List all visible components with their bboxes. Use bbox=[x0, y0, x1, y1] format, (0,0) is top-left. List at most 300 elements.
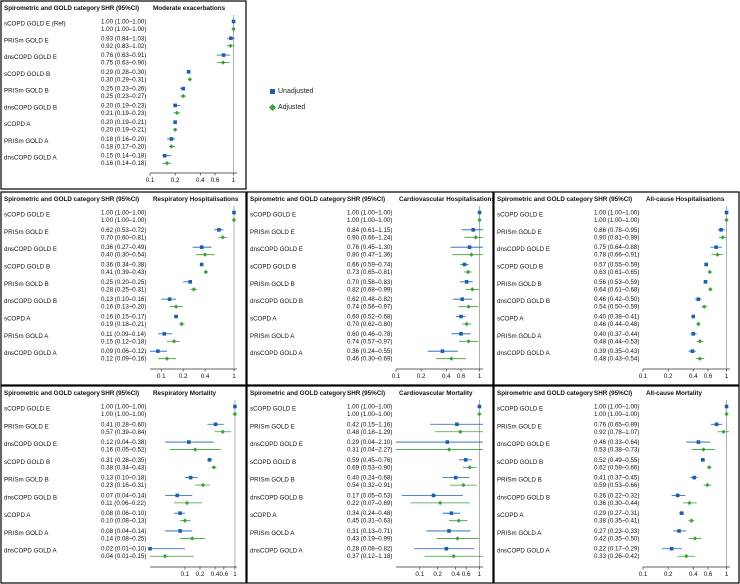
x-axis-tick-label: 0.1 bbox=[156, 373, 166, 380]
adjusted-point bbox=[461, 483, 465, 487]
row-label: dnsCOPD GOLD A bbox=[497, 350, 550, 358]
unadjusted-estimate-label: 1.00 (1.00–1.00) bbox=[347, 209, 393, 217]
x-axis-tick-label: 0.4 bbox=[200, 373, 210, 380]
row-label: dnsCOPD GOLD A bbox=[250, 547, 303, 555]
unadjusted-point bbox=[691, 349, 695, 353]
adjusted-estimate-label: 0.31 (0.04–2.27) bbox=[347, 446, 393, 454]
row-label: PRISm GOLD B bbox=[4, 87, 49, 95]
adjusted-estimate-label: 0.42 (0.35–0.50) bbox=[594, 535, 640, 543]
adjusted-point bbox=[183, 518, 187, 522]
adjusted-estimate-label: 0.11 (0.06–0.22) bbox=[101, 499, 146, 507]
x-axis-tick-label: 0.2 bbox=[663, 373, 673, 380]
unadjusted-estimate-label: 1.00 (1.00–1.00) bbox=[594, 209, 640, 217]
x-axis-tick-label: 0.1 bbox=[415, 571, 425, 578]
forest-panel-4 bbox=[494, 192, 739, 385]
adjusted-estimate-label: 0.48 (0.18–1.29) bbox=[347, 428, 393, 436]
adjusted-estimate-label: 0.22 (0.07–0.69) bbox=[347, 499, 393, 507]
x-axis-tick-label: 0.1 bbox=[638, 571, 648, 578]
column-header-category: Spirometric and GOLD category bbox=[497, 390, 593, 397]
unadjusted-point bbox=[162, 332, 166, 336]
adjusted-estimate-label: 0.63 (0.61–0.65) bbox=[594, 269, 640, 276]
forest-panel-6 bbox=[247, 386, 493, 583]
adjusted-point bbox=[689, 518, 693, 522]
row-label: PRISm GOLD A bbox=[4, 137, 49, 145]
unadjusted-point bbox=[680, 511, 684, 515]
row-label: sCOPD GOLD B bbox=[4, 70, 51, 78]
row-label: PRISm GOLD E bbox=[4, 37, 49, 45]
adjusted-point bbox=[684, 554, 688, 558]
unadjusted-point bbox=[715, 422, 719, 426]
unadjusted-estimate-label: 0.40 (0.38–0.41) bbox=[594, 313, 640, 321]
row-label: dnsCOPD GOLD E bbox=[497, 246, 550, 254]
x-axis-tick-label: 0.1 bbox=[180, 571, 190, 578]
adjusted-point bbox=[724, 218, 728, 222]
row-label: dnsCOPD GOLD B bbox=[4, 494, 57, 502]
adjusted-estimate-label: 0.41 (0.39–0.43) bbox=[101, 269, 147, 276]
unadjusted-point bbox=[692, 476, 696, 480]
adjusted-estimate-label: 0.54 (0.50–0.59) bbox=[594, 303, 640, 311]
x-axis-tick-label: 0.4 bbox=[688, 571, 698, 578]
unadjusted-point bbox=[233, 405, 237, 409]
unadjusted-point bbox=[447, 529, 451, 533]
adjusted-point bbox=[179, 322, 183, 326]
row-label: PRISm GOLD E bbox=[250, 228, 295, 236]
adjusted-point bbox=[466, 304, 470, 308]
unadjusted-estimate-label: 1.00 (1.00–1.00) bbox=[101, 18, 147, 26]
adjusted-point bbox=[212, 465, 216, 469]
adjusted-estimate-label: 0.45 (0.31–0.63) bbox=[347, 517, 393, 525]
unadjusted-estimate-label: 0.20 (0.19–0.23) bbox=[101, 102, 147, 110]
unadjusted-point bbox=[156, 349, 160, 353]
unadjusted-point bbox=[175, 494, 179, 498]
row-label: PRISm GOLD B bbox=[250, 476, 295, 484]
adjusted-estimate-label: 0.74 (0.57–0.97) bbox=[347, 338, 393, 346]
panel-title: Respiratory Hospitalisations bbox=[153, 196, 239, 203]
legend-unadjusted: Unadjusted bbox=[270, 88, 313, 95]
adjusted-estimate-label: 0.04 (0.01–0.15) bbox=[101, 553, 147, 561]
row-label: dnsCOPD GOLD E bbox=[4, 246, 57, 254]
adjusted-estimate-label: 0.20 (0.19–0.21) bbox=[101, 126, 147, 134]
adjusted-point bbox=[188, 77, 192, 81]
row-label: dnsCOPD GOLD B bbox=[497, 494, 550, 502]
forest-panel-5 bbox=[1, 386, 246, 583]
row-label: PRISm GOLD B bbox=[497, 280, 542, 288]
row-label: dnsCOPD GOLD E bbox=[497, 441, 550, 449]
row-label: sCOPD A bbox=[4, 512, 31, 520]
adjusted-point bbox=[447, 447, 451, 451]
unadjusted-estimate-label: 0.59 (0.45–0.76) bbox=[347, 456, 393, 464]
adjusted-estimate-label: 0.46 (0.30–0.69) bbox=[347, 355, 393, 363]
unadjusted-estimate-label: 0.41 (0.28–0.60) bbox=[101, 421, 147, 429]
unadjusted-point bbox=[478, 211, 482, 215]
row-label: PRISm GOLD B bbox=[4, 280, 49, 288]
adjusted-point bbox=[466, 270, 470, 274]
adjusted-estimate-label: 0.73 (0.65–0.81) bbox=[347, 269, 393, 276]
unadjusted-estimate-label: 0.76 (0.45–1.30) bbox=[347, 244, 393, 252]
adjusted-point bbox=[174, 304, 178, 308]
adjusted-point bbox=[193, 447, 197, 451]
unadjusted-estimate-label: 0.66 (0.59–0.74) bbox=[347, 261, 393, 269]
unadjusted-estimate-label: 0.46 (0.33–0.64) bbox=[594, 439, 640, 447]
unadjusted-point bbox=[704, 280, 708, 284]
panel-title: All-cause Mortality bbox=[646, 390, 702, 397]
x-axis-tick-label: 1 bbox=[233, 571, 237, 578]
adjusted-point bbox=[721, 430, 725, 434]
unadjusted-point bbox=[670, 547, 674, 551]
adjusted-point bbox=[705, 483, 709, 487]
adjusted-point bbox=[221, 60, 225, 64]
adjusted-point bbox=[190, 536, 194, 540]
unadjusted-point bbox=[148, 547, 152, 551]
unadjusted-estimate-label: 0.20 (0.19–0.21) bbox=[101, 119, 147, 127]
column-header-category: Spirometric and GOLD category bbox=[4, 5, 100, 12]
adjusted-point bbox=[693, 536, 697, 540]
adjusted-point bbox=[173, 127, 177, 131]
row-label: sCOPD A bbox=[497, 512, 524, 520]
row-label: PRISm GOLD E bbox=[4, 423, 49, 431]
unadjusted-point bbox=[214, 422, 218, 426]
adjusted-point bbox=[169, 144, 173, 148]
adjusted-point bbox=[165, 356, 169, 360]
row-label: sCOPD GOLD E (Ref) bbox=[4, 20, 66, 28]
x-axis-tick-label: 0.4 bbox=[451, 571, 460, 578]
adjusted-estimate-label: 0.12 (0.09–0.16) bbox=[101, 355, 147, 363]
adjusted-estimate-label: 0.19 (0.18–0.21) bbox=[101, 321, 147, 328]
adjusted-estimate-label: 0.90 (0.66–1.24) bbox=[347, 234, 393, 242]
adjusted-point bbox=[456, 518, 460, 522]
unadjusted-estimate-label: 1.00 (1.00–1.00) bbox=[101, 403, 147, 411]
panel-title: Cardiovascular Mortality bbox=[399, 390, 473, 397]
row-label: dnsCOPD GOLD A bbox=[4, 154, 57, 162]
unadjusted-point bbox=[187, 70, 191, 74]
row-label: PRISm GOLD A bbox=[4, 332, 49, 340]
unadjusted-estimate-label: 0.28 (0.08–0.82) bbox=[347, 545, 393, 553]
row-label: dnsCOPD GOLD A bbox=[250, 350, 303, 358]
unadjusted-point bbox=[441, 349, 445, 353]
unadjusted-point bbox=[446, 440, 450, 444]
adjusted-point bbox=[449, 356, 453, 360]
x-axis-tick-label: 0.6 bbox=[456, 373, 466, 380]
adjusted-point bbox=[201, 483, 205, 487]
row-label: sCOPD GOLD E bbox=[4, 211, 51, 219]
x-axis-tick-label: 0.2 bbox=[178, 373, 188, 380]
unadjusted-point bbox=[170, 137, 174, 141]
unadjusted-estimate-label: 0.36 (0.27–0.49) bbox=[101, 244, 147, 252]
adjusted-point bbox=[470, 287, 474, 291]
unadjusted-point bbox=[189, 476, 193, 480]
unadjusted-point bbox=[725, 405, 729, 409]
legend bbox=[270, 88, 313, 120]
row-label: PRISm GOLD A bbox=[4, 529, 49, 537]
unadjusted-estimate-label: 0.31 (0.28–0.35) bbox=[101, 456, 147, 464]
unadjusted-estimate-label: 1.00 (1.00–1.00) bbox=[101, 209, 147, 217]
adjusted-point bbox=[701, 447, 705, 451]
adjusted-estimate-label: 1.00 (1.00–1.00) bbox=[347, 411, 393, 418]
unadjusted-estimate-label: 1.00 (1.00–1.00) bbox=[347, 403, 393, 411]
unadjusted-point bbox=[725, 211, 729, 215]
adjusted-point bbox=[221, 430, 225, 434]
forest-panel-7 bbox=[494, 386, 739, 583]
adjusted-point bbox=[468, 465, 472, 469]
unadjusted-estimate-label: 0.60 (0.46–0.78) bbox=[347, 330, 393, 338]
adjusted-estimate-label: 0.46 (0.44–0.48) bbox=[594, 321, 640, 328]
unadjusted-point bbox=[697, 440, 701, 444]
x-axis-tick-label: 0.2 bbox=[433, 571, 442, 578]
row-label: sCOPD A bbox=[497, 315, 524, 323]
adjusted-estimate-label: 0.53 (0.38–0.73) bbox=[594, 446, 640, 454]
adjusted-point bbox=[708, 287, 712, 291]
unadjusted-estimate-label: 0.86 (0.78–0.95) bbox=[594, 226, 640, 234]
unadjusted-point bbox=[697, 297, 701, 301]
row-label: sCOPD A bbox=[250, 512, 277, 520]
panel-title: Moderate exacerbations bbox=[153, 5, 226, 12]
adjusted-point bbox=[715, 252, 719, 256]
unadjusted-point bbox=[168, 297, 172, 301]
unadjusted-estimate-label: 0.62 (0.48–0.82) bbox=[347, 296, 393, 304]
adjusted-estimate-label: 0.37 (0.12–1.18) bbox=[347, 553, 393, 561]
unadjusted-estimate-label: 0.29 (0.04–2.10) bbox=[347, 439, 393, 447]
column-header-category: Spirometric and GOLD category bbox=[250, 196, 346, 203]
unadjusted-point bbox=[691, 315, 695, 319]
unadjusted-point bbox=[465, 280, 469, 284]
legend-adjusted: Adjusted bbox=[270, 104, 313, 111]
column-header-estimate: SHR (95%CI) bbox=[101, 5, 140, 12]
column-header-estimate: SHR (95%CI) bbox=[347, 196, 386, 203]
unadjusted-estimate-label: 0.27 (0.23–0.33) bbox=[594, 527, 640, 535]
adjusted-estimate-label: 0.82 (0.68–0.99) bbox=[347, 286, 393, 294]
adjusted-point bbox=[464, 322, 468, 326]
row-label: sCOPD GOLD E bbox=[497, 405, 544, 413]
unadjusted-estimate-label: 0.41 (0.37–0.45) bbox=[594, 474, 640, 482]
x-axis-tick-label: 1 bbox=[724, 571, 729, 578]
adjusted-point bbox=[438, 501, 442, 505]
unadjusted-estimate-label: 0.08 (0.04–0.14) bbox=[101, 527, 147, 535]
unadjusted-estimate-label: 0.34 (0.24–0.48) bbox=[347, 510, 393, 518]
row-label: dnsCOPD GOLD B bbox=[4, 298, 57, 306]
row-label: PRISm GOLD B bbox=[497, 476, 542, 484]
unadjusted-point bbox=[454, 476, 458, 480]
row-label: PRISm GOLD A bbox=[497, 332, 542, 340]
unadjusted-point bbox=[719, 228, 723, 232]
unadjusted-estimate-label: 0.22 (0.17–0.29) bbox=[594, 545, 640, 553]
unadjusted-point bbox=[445, 547, 449, 551]
adjusted-point bbox=[455, 536, 459, 540]
unadjusted-point bbox=[459, 315, 463, 319]
column-header-estimate: SHR (95%CI) bbox=[594, 196, 633, 203]
unadjusted-estimate-label: 0.25 (0.23–0.26) bbox=[101, 85, 147, 93]
unadjusted-estimate-label: 0.12 (0.04–0.38) bbox=[101, 439, 147, 447]
adjusted-point bbox=[181, 94, 185, 98]
adjusted-point bbox=[477, 218, 481, 222]
unadjusted-point bbox=[173, 104, 177, 108]
row-label: PRISm GOLD B bbox=[4, 476, 49, 484]
adjusted-point bbox=[707, 465, 711, 469]
column-header-estimate: SHR (95%CI) bbox=[347, 390, 386, 397]
adjusted-estimate-label: 1.00 (1.00–1.00) bbox=[594, 217, 640, 224]
row-label: PRISm GOLD A bbox=[250, 529, 295, 537]
unadjusted-point bbox=[188, 280, 192, 284]
adjusted-estimate-label: 0.15 (0.12–0.18) bbox=[101, 338, 147, 346]
adjusted-estimate-label: 0.16 (0.14–0.18) bbox=[101, 160, 147, 168]
x-axis-tick-label: 0.2 bbox=[663, 571, 673, 578]
row-label: PRISm GOLD A bbox=[497, 529, 542, 537]
row-label: sCOPD GOLD E bbox=[250, 211, 297, 219]
unadjusted-point bbox=[174, 315, 178, 319]
row-label: PRISm GOLD A bbox=[250, 332, 295, 340]
unadjusted-point bbox=[450, 511, 454, 515]
unadjusted-point bbox=[478, 405, 482, 409]
row-label: PRISm GOLD E bbox=[4, 228, 49, 236]
x-axis-tick-label: 0.6 bbox=[219, 571, 229, 578]
x-axis-tick-label: 1 bbox=[724, 373, 729, 380]
unadjusted-estimate-label: 0.29 (0.28–0.30) bbox=[101, 68, 147, 76]
row-label: dnsCOPD GOLD E bbox=[250, 441, 303, 449]
adjusted-estimate-label: 0.57 (0.39–0.84) bbox=[101, 428, 147, 436]
unadjusted-estimate-label: 0.76 (0.65–0.89) bbox=[594, 421, 640, 429]
adjusted-point bbox=[466, 339, 470, 343]
unadjusted-point bbox=[463, 263, 467, 267]
adjusted-estimate-label: 1.00 (1.00–1.00) bbox=[594, 411, 640, 418]
forest-panel-3 bbox=[247, 192, 495, 385]
x-axis-tick-label: 0.6 bbox=[210, 177, 220, 184]
unadjusted-point bbox=[178, 511, 182, 515]
adjusted-estimate-label: 0.59 (0.53–0.66) bbox=[594, 482, 640, 490]
adjusted-estimate-label: 0.62 (0.59–0.66) bbox=[594, 464, 640, 472]
adjusted-estimate-label: 0.18 (0.17–0.20) bbox=[101, 143, 147, 151]
unadjusted-estimate-label: 0.36 (0.24–0.55) bbox=[347, 348, 393, 356]
adjusted-point bbox=[724, 412, 728, 416]
x-axis-tick-label: 0.4 bbox=[195, 177, 205, 184]
adjusted-estimate-label: 1.00 (1.00–1.00) bbox=[101, 411, 147, 418]
column-header-estimate: SHR (95%CI) bbox=[101, 390, 140, 397]
adjusted-estimate-label: 0.21 (0.19–0.23) bbox=[101, 109, 147, 117]
adjusted-estimate-label: 0.92 (0.83–1.02) bbox=[101, 42, 147, 50]
adjusted-estimate-label: 0.36 (0.30–0.44) bbox=[594, 499, 640, 507]
unadjusted-estimate-label: 0.57 (0.55–0.59) bbox=[594, 261, 640, 269]
adjusted-estimate-label: 0.80 (0.47–1.36) bbox=[347, 251, 393, 259]
forest-panel-2 bbox=[1, 192, 246, 385]
adjusted-estimate-label: 0.33 (0.26–0.42) bbox=[594, 553, 640, 561]
adjusted-estimate-label: 1.00 (1.00–1.00) bbox=[347, 217, 393, 224]
row-label: dnsCOPD GOLD B bbox=[497, 298, 550, 306]
unadjusted-point bbox=[471, 228, 475, 232]
column-header-category: Spirometric and GOLD category bbox=[250, 390, 346, 397]
row-label: PRISm GOLD E bbox=[250, 423, 295, 431]
row-label: sCOPD GOLD B bbox=[497, 263, 544, 271]
adjusted-point bbox=[702, 304, 706, 308]
adjusted-point bbox=[698, 339, 702, 343]
panel-title: All-cause Hospitalisations bbox=[646, 196, 725, 203]
adjusted-estimate-label: 0.48 (0.43–0.54) bbox=[594, 355, 640, 363]
x-axis-tick-label: 0.2 bbox=[170, 177, 180, 184]
unadjusted-point bbox=[691, 332, 695, 336]
adjusted-estimate-label: 0.43 (0.19–0.99) bbox=[347, 535, 393, 543]
row-label: PRISm GOLD B bbox=[250, 280, 295, 288]
adjusted-estimate-label: 0.75 (0.63–0.90) bbox=[101, 59, 147, 67]
row-label: dnsCOPD GOLD B bbox=[250, 298, 303, 306]
adjusted-point bbox=[165, 161, 169, 165]
adjusted-point bbox=[232, 218, 236, 222]
unadjusted-point bbox=[704, 263, 708, 267]
unadjusted-estimate-label: 0.08 (0.06–0.10) bbox=[101, 510, 147, 518]
row-label: sCOPD GOLD E bbox=[4, 405, 51, 413]
unadjusted-point bbox=[464, 458, 468, 462]
unadjusted-point bbox=[455, 422, 459, 426]
adjusted-estimate-label: 0.69 (0.53–0.90) bbox=[347, 464, 393, 472]
adjusted-point bbox=[477, 412, 481, 416]
unadjusted-estimate-label: 0.39 (0.35–0.43) bbox=[594, 348, 640, 356]
row-label: sCOPD GOLD E bbox=[250, 405, 297, 413]
x-axis-tick-label: 0.2 bbox=[416, 373, 426, 380]
column-header-category: Spirometric and GOLD category bbox=[4, 390, 100, 397]
unadjusted-estimate-label: 0.84 (0.61–1.15) bbox=[347, 226, 393, 234]
adjusted-estimate-label: 0.10 (0.08–0.13) bbox=[101, 517, 147, 525]
square-marker-icon bbox=[270, 89, 275, 94]
x-axis-tick-label: 1 bbox=[477, 373, 482, 380]
adjusted-point bbox=[698, 356, 702, 360]
adjusted-estimate-label: 0.90 (0.81–0.99) bbox=[594, 234, 640, 242]
x-axis-tick-label: 0.2 bbox=[195, 571, 205, 578]
adjusted-estimate-label: 0.48 (0.44–0.53) bbox=[594, 338, 640, 346]
adjusted-estimate-label: 0.64 (0.61–0.68) bbox=[594, 286, 640, 294]
unadjusted-point bbox=[217, 228, 221, 232]
unadjusted-estimate-label: 1.00 (1.00–1.00) bbox=[594, 403, 640, 411]
adjusted-estimate-label: 0.74 (0.56–0.97) bbox=[347, 303, 393, 311]
adjusted-estimate-label: 0.28 (0.25–0.31) bbox=[101, 286, 147, 294]
panel-title: Respiratory Mortality bbox=[153, 390, 216, 397]
row-label: dnsCOPD GOLD E bbox=[4, 54, 57, 62]
unadjusted-point bbox=[459, 332, 463, 336]
x-axis-tick-label: 0.4 bbox=[441, 373, 451, 380]
adjusted-point bbox=[175, 111, 179, 115]
unadjusted-estimate-label: 0.16 (0.15–0.17) bbox=[101, 313, 147, 321]
adjusted-point bbox=[233, 412, 237, 416]
adjusted-estimate-label: 0.30 (0.29–0.31) bbox=[101, 76, 147, 84]
unadjusted-estimate-label: 0.52 (0.49–0.55) bbox=[594, 456, 640, 464]
unadjusted-point bbox=[178, 529, 182, 533]
unadjusted-point bbox=[200, 245, 204, 249]
unadjusted-point bbox=[187, 440, 191, 444]
adjusted-point bbox=[451, 554, 455, 558]
adjusted-estimate-label: 0.78 (0.66–0.91) bbox=[594, 251, 640, 259]
unadjusted-point bbox=[701, 458, 705, 462]
unadjusted-estimate-label: 0.60 (0.52–0.68) bbox=[347, 313, 393, 321]
row-label: sCOPD GOLD B bbox=[4, 458, 51, 466]
adjusted-estimate-label: 0.23 (0.16–0.31) bbox=[101, 482, 147, 490]
row-label: sCOPD A bbox=[4, 121, 31, 129]
row-label: sCOPD GOLD B bbox=[250, 458, 297, 466]
adjusted-point bbox=[204, 270, 208, 274]
adjusted-point bbox=[172, 339, 176, 343]
x-axis-tick-label: 1 bbox=[231, 177, 236, 184]
unadjusted-point bbox=[232, 211, 236, 215]
adjusted-point bbox=[469, 252, 473, 256]
unadjusted-estimate-label: 0.29 (0.27–0.31) bbox=[594, 510, 640, 518]
x-axis-tick-label: 0.1 bbox=[145, 177, 155, 184]
x-axis-tick-label: 1 bbox=[232, 373, 236, 380]
unadjusted-point bbox=[222, 53, 226, 57]
row-label: dnsCOPD GOLD B bbox=[4, 104, 57, 112]
adjusted-point bbox=[458, 430, 462, 434]
x-axis-tick-label: 0.6 bbox=[703, 571, 713, 578]
forest-panel-1 bbox=[1, 1, 246, 189]
unadjusted-point bbox=[181, 87, 185, 91]
x-axis-tick-label: 0.1 bbox=[638, 373, 648, 380]
column-header-category: Spirometric and GOLD category bbox=[4, 196, 100, 203]
row-label: sCOPD A bbox=[250, 315, 277, 323]
unadjusted-estimate-label: 0.40 (0.24–0.68) bbox=[347, 474, 393, 482]
row-label: dnsCOPD GOLD A bbox=[4, 547, 57, 555]
